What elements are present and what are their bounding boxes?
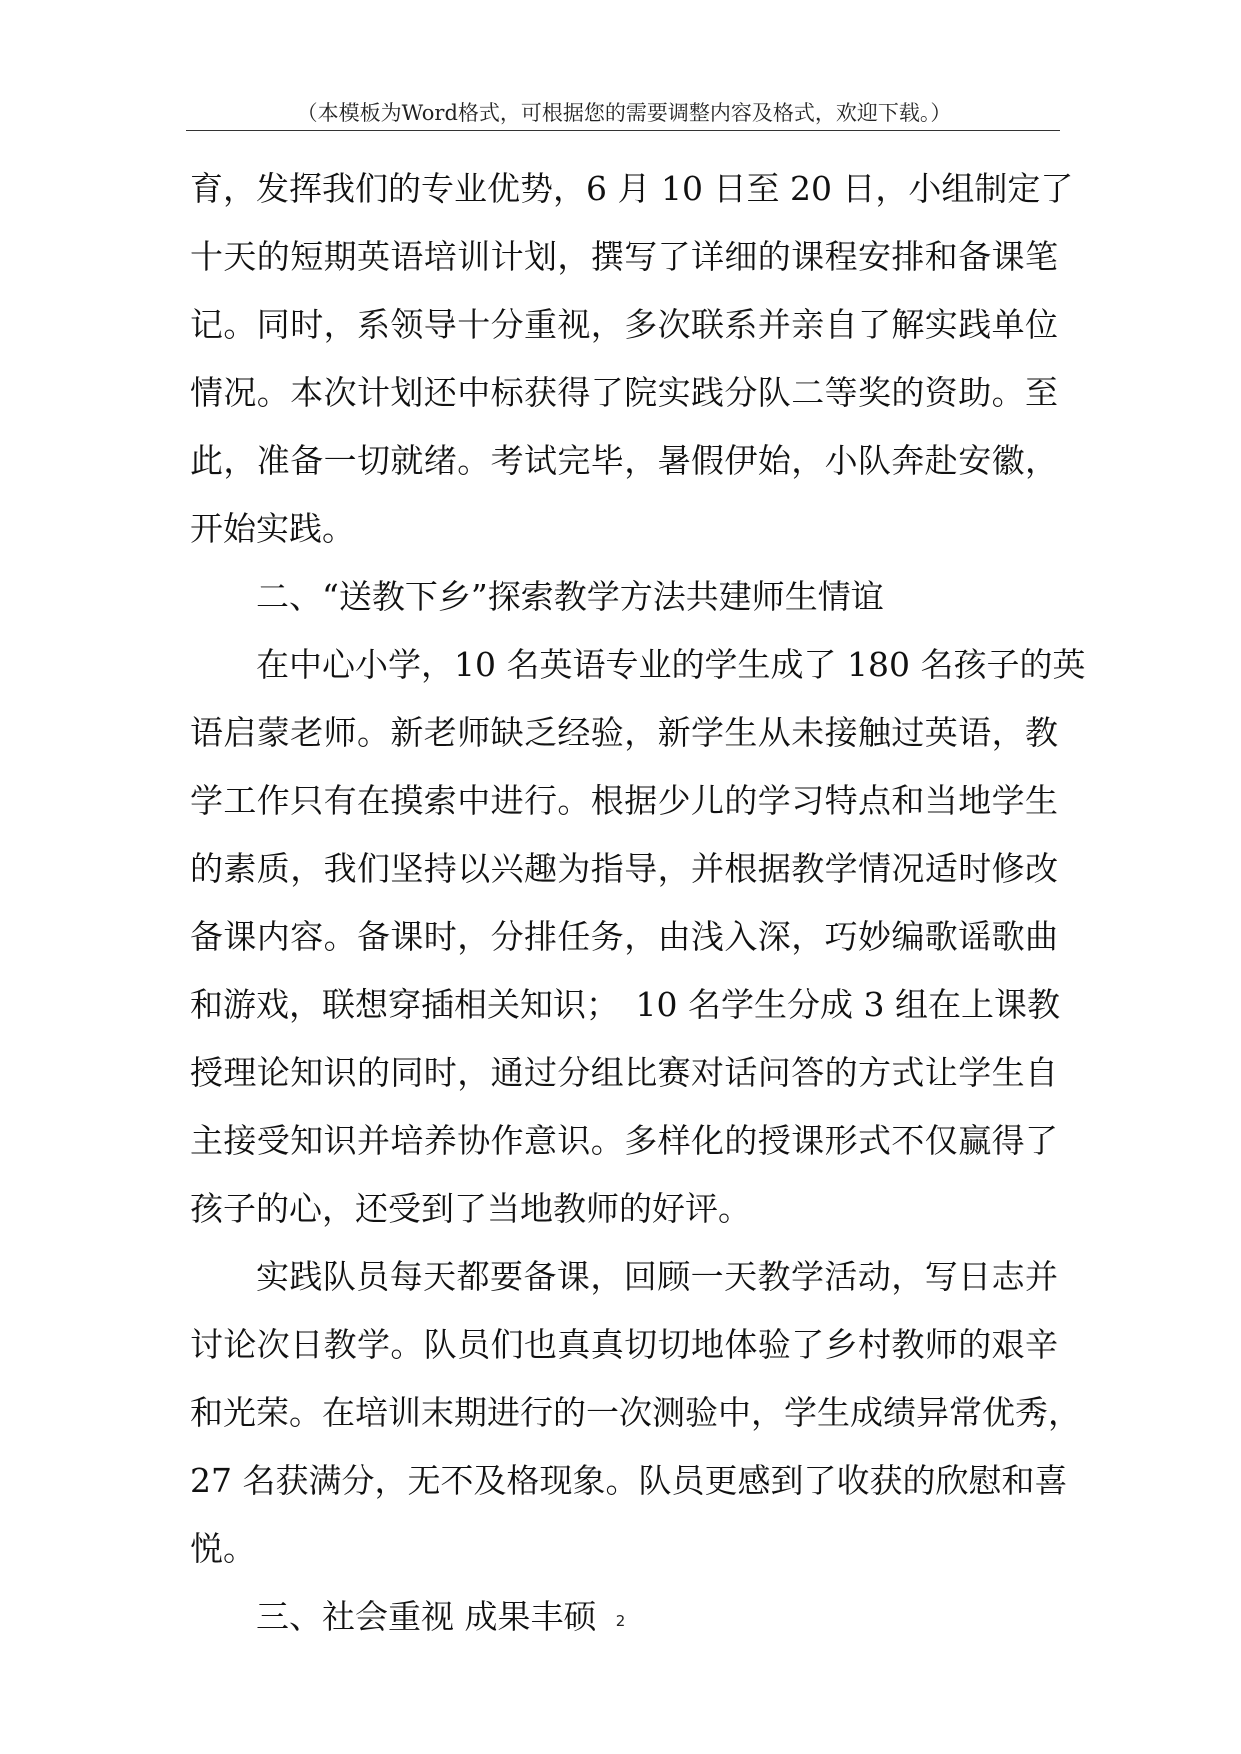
body-text: [190, 155, 1086, 1651]
page-number: 2: [615, 1612, 626, 1630]
text-line: 实践队员每天都要备课，回顾一天教学活动，写日志并: [256, 1257, 1058, 1296]
text-line: 二、“送教下乡”探索教学方法共建师生情谊: [256, 577, 884, 616]
text-line: 学工作只有在摸索中进行。根据少儿的学习特点和当地学生: [190, 781, 1058, 820]
text-line: 讨论次日教学。队员们也真真切切地体验了乡村教师的艰辛: [190, 1325, 1058, 1364]
text-line: 孩子的心，还受到了当地教师的好评。: [190, 1189, 751, 1228]
text-line: 开始实践。: [190, 509, 355, 548]
text-line: 记。同时，系领导十分重视，多次联系并亲自了解实践单位: [190, 305, 1058, 344]
text-line: 和游戏，联想穿插相关知识； 10 名学生分成 3 组在上课教: [190, 985, 1060, 1024]
text-line: 十天的短期英语培训计划，撰写了详细的课程安排和备课笔: [190, 237, 1058, 276]
text-line: 27 名获满分，无不及格现象。队员更感到了收获的欣慰和喜: [190, 1461, 1068, 1500]
text-line: 的素质，我们坚持以兴趣为指导，并根据教学情况适时修改: [190, 849, 1058, 888]
text-line: 备课内容。备课时，分排任务，由浅入深，巧妙编歌谣歌曲: [190, 917, 1058, 956]
text-line: 此，准备一切就绪。考试完毕，暑假伊始，小队奔赴安徽，: [190, 441, 1058, 480]
header-divider: [186, 130, 1060, 131]
text-line: 悦。: [190, 1529, 256, 1568]
text-line: 主接受知识并培养协作意识。多样化的授课形式不仅赢得了: [190, 1121, 1058, 1160]
text-line: 语启蒙老师。新老师缺乏经验，新学生从未接触过英语，教: [190, 713, 1058, 752]
text-line: 情况。本次计划还中标获得了院实践分队二等奖的资助。至: [190, 373, 1058, 412]
text-line: 和光荣。在培训末期进行的一次测验中，学生成绩异常优秀，: [190, 1393, 1081, 1432]
template-header-note: （本模板为Word格式，可根据您的需要调整内容及格式，欢迎下载。）: [296, 101, 952, 125]
text-line: 在中心小学，10 名英语专业的学生成了 180 名孩子的英: [256, 645, 1086, 684]
text-line: 育，发挥我们的专业优势，6 月 10 日至 20 日，小组制定了: [190, 169, 1074, 208]
text-line: 授理论知识的同时，通过分组比赛对话问答的方式让学生自: [190, 1053, 1058, 1092]
text-line: 三、社会重视 成果丰硕: [256, 1597, 597, 1636]
